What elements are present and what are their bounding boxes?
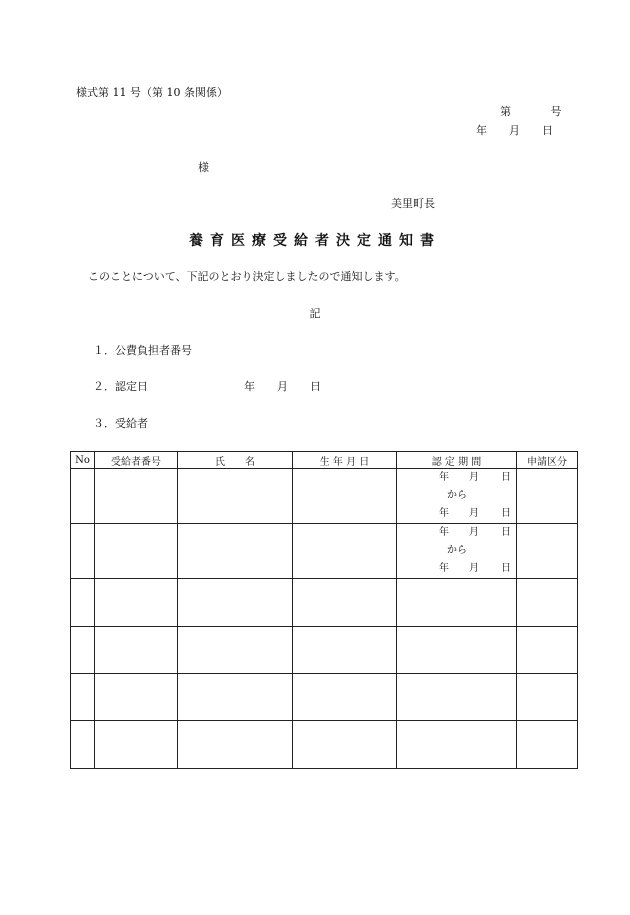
cell-application-category (517, 579, 578, 627)
header-certification-period: 認 定 期 間 (397, 452, 517, 469)
cell-no (71, 579, 95, 627)
period-kara: から (447, 490, 467, 501)
ki-mark: 記 (309, 307, 321, 320)
period-from-month: 月 (469, 472, 479, 483)
issue-date (476, 122, 553, 138)
period-to-month: 月 (469, 563, 479, 574)
cell-recipient-number (95, 674, 178, 721)
issue-date-day: 日 (542, 124, 553, 137)
table-row (71, 721, 578, 769)
cell-certification-period (397, 721, 517, 769)
table-row (71, 674, 578, 721)
period-to-year: 年 (439, 563, 449, 574)
document-number (500, 103, 562, 119)
cell-certification-period (397, 627, 517, 674)
issue-date-month: 月 (509, 124, 520, 137)
header-recipient-number: 受給者番号 (95, 452, 178, 469)
table-row (71, 627, 578, 674)
cell-recipient-number (95, 469, 178, 524)
cell-birth-date (293, 674, 397, 721)
body-text: このことについて、下記のとおり決定しましたので通知します。 (88, 270, 406, 283)
cert-date-year: 年 (244, 380, 255, 393)
cell-birth-date (293, 627, 397, 674)
cell-recipient-number (95, 524, 178, 579)
document-title: 養育医療受給者決定通知書 (189, 233, 441, 249)
header-name: 氏 名 (178, 452, 293, 469)
cell-birth-date (293, 469, 397, 524)
cert-date-month: 月 (277, 380, 288, 393)
period-from-year: 年 (439, 472, 449, 483)
certification-date-value (244, 378, 321, 394)
cell-birth-date (293, 721, 397, 769)
period-kara: から (447, 545, 467, 556)
item-recipient: ３．受給者 (93, 417, 148, 430)
header-no: No (71, 452, 95, 469)
period-to-day: 日 (501, 563, 511, 574)
cell-no (71, 524, 95, 579)
cell-certification-period (397, 674, 517, 721)
period-to-day: 日 (501, 508, 511, 519)
cell-name (178, 627, 293, 674)
cert-date-day: 日 (310, 380, 321, 393)
cell-application-category (517, 721, 578, 769)
cell-application-category (517, 469, 578, 524)
cell-application-category (517, 627, 578, 674)
doc-number-suffix: 号 (550, 105, 562, 118)
cell-no (71, 721, 95, 769)
doc-number-prefix: 第 (500, 105, 511, 118)
cell-recipient-number (95, 721, 178, 769)
cell-no (71, 469, 95, 524)
cell-application-category (517, 524, 578, 579)
cell-name (178, 721, 293, 769)
item-certification-date: ２．認定日 (93, 380, 148, 393)
form-label: 様式第 11 号（第 10 条関係） (76, 86, 228, 99)
period-from-day: 日 (501, 527, 511, 538)
issue-date-year: 年 (476, 124, 487, 137)
cell-certification-period (397, 469, 517, 524)
table-row (71, 524, 578, 579)
cell-name (178, 469, 293, 524)
cell-birth-date (293, 524, 397, 579)
recipient-table (70, 451, 578, 769)
cell-birth-date (293, 579, 397, 627)
cell-name (178, 674, 293, 721)
item-public-payer-number: １．公費負担者番号 (93, 344, 192, 357)
cell-application-category (517, 674, 578, 721)
cell-no (71, 674, 95, 721)
issuer: 美里町長 (391, 197, 435, 210)
cell-recipient-number (95, 627, 178, 674)
header-application-category: 申請区分 (517, 452, 578, 469)
period-from-year: 年 (439, 527, 449, 538)
table-row (71, 469, 578, 524)
cell-name (178, 524, 293, 579)
period-from-month: 月 (469, 527, 479, 538)
table-header-row (71, 452, 578, 469)
period-to-month: 月 (469, 508, 479, 519)
cell-no (71, 627, 95, 674)
period-to-year: 年 (439, 508, 449, 519)
addressee: 様 (198, 161, 209, 174)
header-birth-date: 生 年 月 日 (293, 452, 397, 469)
period-from-day: 日 (501, 472, 511, 483)
cell-certification-period (397, 524, 517, 579)
cell-recipient-number (95, 579, 178, 627)
cell-name (178, 579, 293, 627)
table-row (71, 579, 578, 627)
cell-certification-period (397, 579, 517, 627)
